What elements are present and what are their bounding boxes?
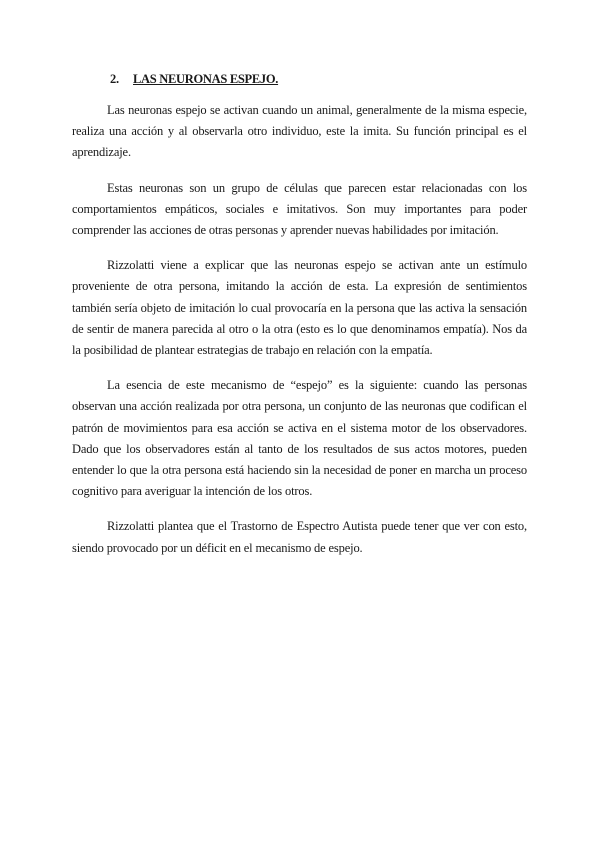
section-heading [110,70,527,88]
paragraph-4: La esencia de este mecanismo de “espejo” es la siguiente: cuando las personas observan una acción realizada por otra persona, un conjunto de las neuronas que codifican el patrón de movimientos para esa acción se activa en el sistema motor de los observadores. Dado que los observadores están al tanto de los resultados de sus actos motores, pueden entender lo que la otra persona está haciendo sin la necesidad de poner en marcha un proceso cognitivo para averiguar la intención de los otros. [72,378,527,499]
page-content [72,70,527,573]
section-title: LAS NEURONAS ESPEJO. [133,72,279,86]
paragraph-1: Las neuronas espejo se activan cuando un animal, generalmente de la misma especie, realiza una acción y al observarla otro individuo, este la imita. Su función principal es el aprendizaje. [72,103,527,160]
paragraph-2: Estas neuronas son un grupo de células que parecen estar relacionadas con los comportamientos empáticos, sociales e imitativos. Son muy importantes para poder comprender las acciones de otras personas y aprender nuevas habilidades por imitación. [72,180,527,238]
paragraph-5: Rizzolatti plantea que el Trastorno de Espectro Autista puede tener que ver con esto, siendo provocado por un déficit en el mecanismo de espejo. [72,519,527,555]
paragraph-3: Rizzolatti viene a explicar que las neuronas espejo se activan ante un estímulo proveniente de otra persona, imitando la acción de esta. La expresión de sentimientos también sería objeto de imitación lo cual provocaría en la persona que las activa la sensación de sentir de manera parecida al otro o la otra (esto es lo que denominamos empatía). Nos da la posibilidad de plantear estrategias de trabajo en relación con la empatía. [72,258,527,358]
section-number: 2. [110,72,119,86]
